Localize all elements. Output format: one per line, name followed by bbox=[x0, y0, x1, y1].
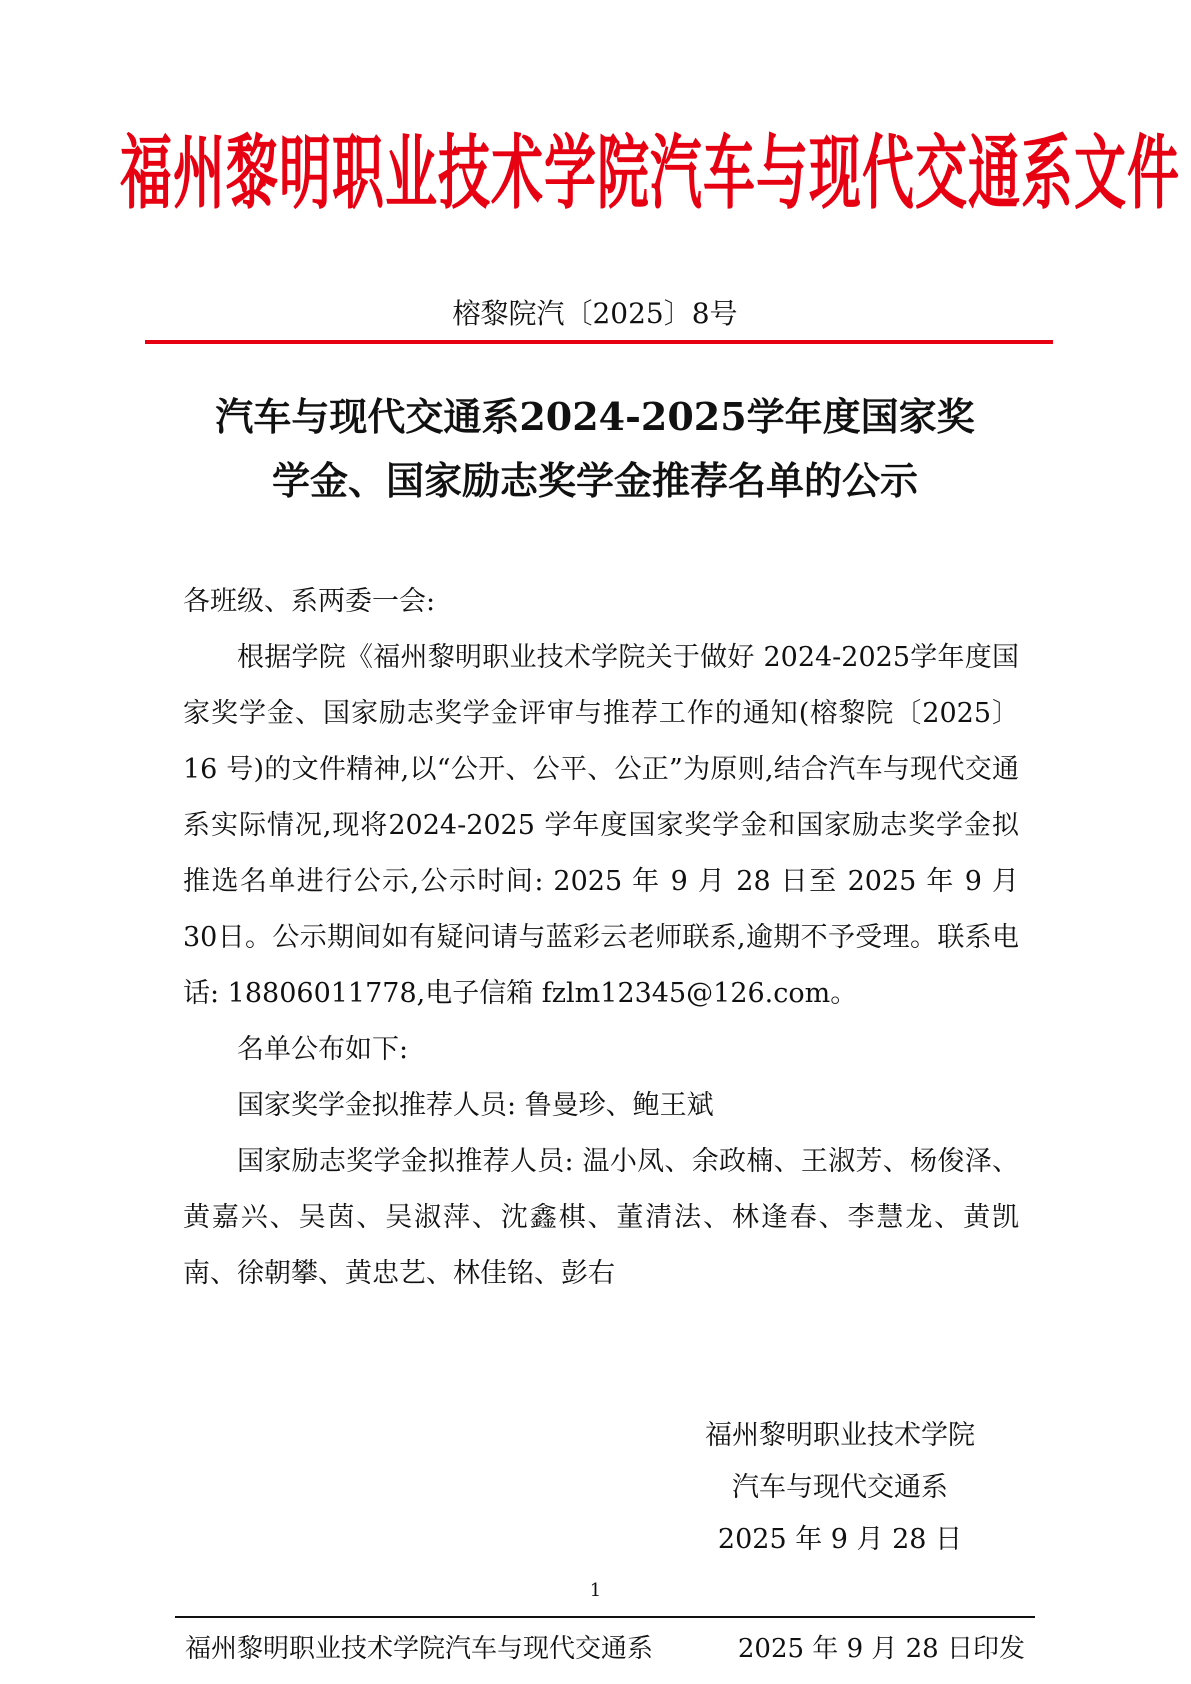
page-number: 1 bbox=[589, 1580, 602, 1601]
signature-date: 2025 年 9 月 28 日 bbox=[717, 1524, 963, 1555]
national-scholarship-list: 国家奖学金拟推荐人员: 鲁曼珍、鲍王斌 bbox=[237, 1090, 714, 1121]
encouragement-scholarship-list: 国家励志奖学金拟推荐人员: 温小凤、余政楠、王淑芳、杨俊泽、黄嘉兴、吴茵、吴淑萍、沈鑫棋、董清法、林逢春、李慧龙、黄凯南、徐朝攀、黄忠艺、林佳铭、彭右 bbox=[183, 1146, 1019, 1289]
footer-issuer: 福州黎明职业技术学院汽车与现代交通系 bbox=[185, 1634, 654, 1664]
document-masthead: 福州黎明职业技术学院汽车与现代交通系文件 bbox=[120, 126, 1181, 222]
title-line-1: 汽车与现代交通系2024-2025学年度国家奖 bbox=[215, 394, 975, 439]
red-divider-line bbox=[145, 340, 1053, 344]
document-footer bbox=[185, 1628, 1025, 1665]
signature-institution: 福州黎明职业技术学院 bbox=[705, 1420, 975, 1451]
document-title bbox=[145, 385, 1045, 513]
footer-issued-date: 2025 年 9 月 28 日印发 bbox=[737, 1634, 1025, 1664]
footer-divider-line bbox=[175, 1616, 1035, 1618]
document-number: 榕黎院汽〔2025〕8号 bbox=[452, 297, 738, 330]
list-intro: 名单公布如下: bbox=[237, 1034, 409, 1065]
signature-block bbox=[640, 1410, 1040, 1566]
main-paragraph: 根据学院《福州黎明职业技术学院关于做好 2024-2025学年度国家奖学金、国家励志奖学金评审与推荐工作的通知(榕黎院〔2025〕16 号)的文件精神,以“公开、公平、公正”为原则,结合汽车与现代交通系实际情况,现将2024-2025 学年度国家奖学金和国家励志奖学金拟推选名单进行公示,公示时间: 2025 年 9 月 28 日至 2025 年 9 月 30日。公示期间如有疑问请与蓝彩云老师联系,逾期不予受理。联系电话: 18806011778,电子信箱 fzlm12345@126.com。 bbox=[183, 642, 1019, 1009]
salutation: 各班级、系两委一会: bbox=[183, 586, 436, 617]
title-line-2: 学金、国家励志奖学金推荐名单的公示 bbox=[271, 458, 918, 503]
document-body bbox=[183, 574, 1019, 1302]
signature-department: 汽车与现代交通系 bbox=[732, 1472, 948, 1503]
